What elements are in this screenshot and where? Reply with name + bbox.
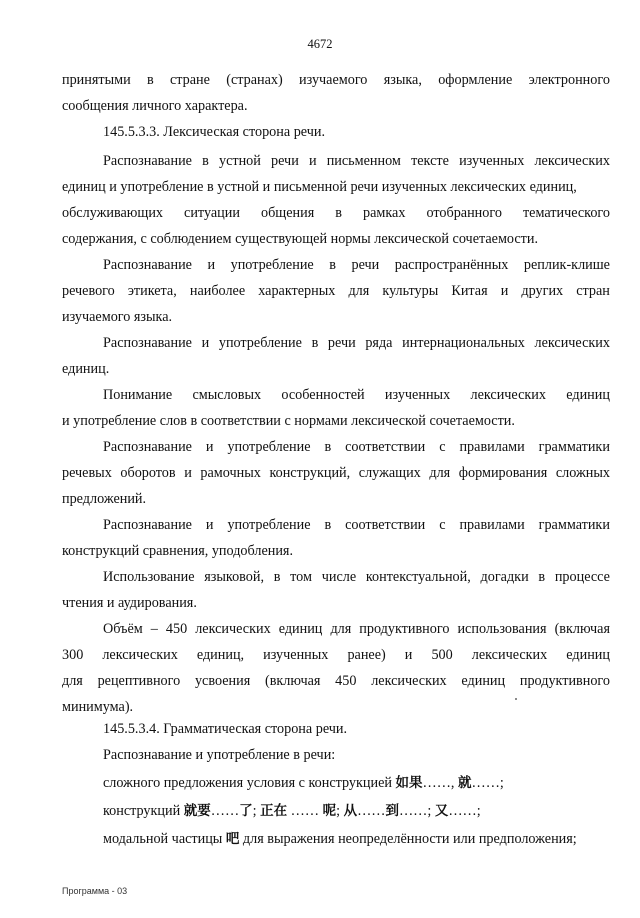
word: характерных: [258, 283, 336, 299]
chinese-construction: 呢: [322, 803, 337, 819]
word: речевого: [62, 283, 115, 299]
word: грамматики: [538, 517, 610, 533]
word: особенностей: [281, 387, 365, 403]
word: и: [308, 153, 317, 169]
word: единиц: [566, 387, 610, 403]
word: в: [329, 257, 336, 273]
text-line: и употребление слов в соответствии с нормами лексической сочетаемости.: [62, 413, 515, 429]
word: единиц: [278, 621, 323, 637]
text-run: ……;: [471, 775, 504, 791]
text-line: [103, 801, 610, 821]
text-run: конструкций: [103, 803, 184, 819]
word: 300: [62, 647, 84, 663]
text-line: [103, 333, 610, 353]
word: и: [207, 257, 216, 273]
word: 450: [165, 621, 188, 637]
text-line: [62, 203, 610, 223]
word: соответствии: [345, 517, 426, 533]
text-line: [103, 151, 610, 171]
word: лексических: [534, 335, 610, 351]
text-line: предложений.: [62, 491, 147, 507]
word: Распознавание: [103, 153, 192, 169]
word: 500: [431, 647, 453, 663]
word: стране: [170, 72, 210, 88]
word: Китая: [451, 283, 488, 299]
word: продуктивного: [359, 621, 450, 637]
text-line: [103, 255, 610, 275]
word: соответствии: [345, 439, 426, 455]
word: процессе: [554, 569, 610, 585]
word: речи: [327, 335, 356, 351]
word: обслуживающих: [62, 205, 164, 221]
text-line: 145.5.3.4. Грамматическая сторона речи.: [103, 721, 348, 737]
word: изученных: [263, 647, 329, 663]
word: для: [429, 465, 451, 481]
word: речи: [351, 257, 380, 273]
word: для: [62, 673, 83, 689]
word: единиц: [461, 673, 506, 689]
word: правилами: [459, 439, 525, 455]
word: –: [150, 621, 158, 637]
text-line: [62, 645, 610, 665]
word: 450: [335, 673, 357, 689]
word: наиболее: [189, 283, 246, 299]
word: этикета,: [127, 283, 177, 299]
word: других: [521, 283, 564, 299]
word: речи: [271, 153, 299, 169]
word: оборотов: [120, 465, 176, 481]
word: и: [205, 439, 214, 455]
chinese-construction: 从: [343, 803, 358, 819]
text-run: ……: [357, 803, 386, 819]
word: языковой,: [204, 569, 264, 585]
word: для: [330, 621, 352, 637]
text-run: ……;: [398, 803, 435, 819]
word: лексических: [195, 621, 271, 637]
text-line: 145.5.3.3. Лексическая сторона речи.: [103, 124, 326, 140]
word: служащих: [358, 465, 421, 481]
word: в: [273, 569, 281, 585]
word: том: [290, 569, 312, 585]
text-line: содержания, с соблюдением существующей нормы лексической сочетаемости.: [62, 231, 539, 247]
word: рецептивного: [97, 673, 181, 689]
text-run: ……,: [422, 775, 459, 791]
word: рамках: [362, 205, 406, 221]
word: единиц,: [196, 647, 245, 663]
word: (странах): [226, 72, 283, 88]
page-number: 4672: [307, 37, 333, 51]
chinese-construction: 就要: [183, 803, 211, 819]
text-line: минимума).: [62, 699, 134, 715]
text-line: Распознавание и употребление в речи:: [103, 747, 336, 763]
word: устной: [218, 153, 261, 169]
text-run: ……;: [448, 803, 481, 819]
text-line: единиц.: [62, 361, 110, 377]
word: отобранного: [426, 205, 502, 221]
word: догадки: [480, 569, 529, 585]
word: в: [324, 439, 332, 455]
word: рамочных: [200, 465, 261, 481]
word: языка,: [383, 72, 422, 88]
word: с: [439, 439, 446, 455]
text-line: [62, 70, 610, 90]
word: в: [147, 72, 154, 88]
text-line: [62, 463, 610, 483]
word: речевых: [62, 465, 112, 481]
text-run: ……: [287, 803, 323, 819]
word: тексте: [411, 153, 449, 169]
word: и: [184, 465, 192, 481]
text-line: [103, 829, 610, 849]
word: правилами: [459, 517, 525, 533]
word: в: [335, 205, 342, 221]
word: ситуации: [184, 205, 240, 221]
word: Использование: [103, 569, 195, 585]
word: в: [202, 153, 209, 169]
word: употребление: [227, 439, 311, 455]
word: формирования: [458, 465, 548, 481]
word: лексических: [470, 387, 546, 403]
text-line: единиц и употребление в устной и письменной речи изученных лексических единиц,: [62, 179, 577, 195]
word: употребление: [230, 257, 314, 273]
chinese-construction: 吧: [225, 831, 240, 847]
word: сложных: [555, 465, 610, 481]
word: употребление: [218, 335, 302, 351]
word: для: [348, 283, 370, 299]
word: Распознавание: [103, 335, 192, 351]
word: в: [324, 517, 332, 533]
text-run: для выражения неопределённости или предположения;: [239, 831, 577, 847]
text-run: ;: [252, 803, 261, 819]
word: изученных: [459, 153, 525, 169]
word: использования: [457, 621, 547, 637]
word: с: [439, 517, 446, 533]
word: лексических: [371, 673, 447, 689]
word: интернациональных: [402, 335, 525, 351]
chinese-construction: 就: [458, 775, 472, 791]
text-line: [103, 385, 610, 405]
page-footer: Программа - 03: [62, 886, 128, 896]
word: Понимание: [103, 387, 173, 403]
word: употребление: [227, 517, 311, 533]
word: общения: [260, 205, 315, 221]
text-line: [103, 773, 610, 793]
text-run: модальной частицы: [103, 831, 226, 847]
word: письменном: [326, 153, 401, 169]
word: лексических: [534, 153, 610, 169]
word: лексических: [471, 647, 548, 663]
word: принятыми: [62, 72, 131, 88]
word: изученных: [384, 387, 451, 403]
chinese-construction: 正在: [260, 803, 288, 819]
text-line: чтения и аудирования.: [62, 595, 197, 611]
word: грамматики: [538, 439, 610, 455]
word: Распознавание: [103, 257, 192, 273]
text-line: [103, 567, 610, 587]
text-run: сложного предложения условия с конструкцией: [103, 775, 396, 791]
word: распространённых: [394, 257, 509, 273]
text-line: [62, 281, 610, 301]
word: числе: [321, 569, 357, 585]
word: усвоения: [194, 673, 251, 689]
word: (включая: [554, 621, 610, 637]
word: лексических: [102, 647, 178, 663]
word: (включая: [264, 673, 321, 689]
word: в: [311, 335, 319, 351]
word: электронного: [528, 72, 610, 88]
chinese-construction: 了: [239, 803, 253, 819]
word: ранее): [347, 647, 386, 663]
scan-speck: [515, 698, 517, 700]
text-line: [103, 619, 610, 639]
word: и: [205, 517, 214, 533]
text-line: [103, 515, 610, 535]
word: тематического: [522, 205, 610, 221]
word: смысловых: [192, 387, 262, 403]
text-line: конструкций сравнения, уподобления.: [62, 543, 294, 559]
text-line: изучаемого языка.: [62, 309, 173, 325]
chinese-construction: 如果: [395, 775, 423, 791]
word: культуры: [382, 283, 439, 299]
word: оформление: [438, 72, 513, 88]
text-run: ;: [336, 803, 344, 819]
word: Распознавание: [103, 517, 192, 533]
word: стран: [576, 283, 610, 299]
text-line: сообщения личного характера.: [62, 98, 248, 114]
word: конструкций,: [269, 465, 351, 481]
word: продуктивного: [519, 673, 610, 689]
word: и: [500, 283, 509, 299]
text-run: ……: [210, 803, 240, 819]
text-line: [103, 437, 610, 457]
chinese-construction: 又: [434, 803, 449, 819]
word: и: [201, 335, 210, 351]
text-line: [62, 671, 610, 691]
word: в: [538, 569, 546, 585]
word: контекстуальной,: [365, 569, 471, 585]
word: Объём: [103, 621, 143, 637]
word: ряда: [365, 335, 393, 351]
chinese-construction: 到: [385, 803, 399, 819]
word: Распознавание: [103, 439, 192, 455]
word: единиц: [566, 647, 610, 663]
word: и: [404, 647, 413, 663]
word: изучаемого: [299, 72, 368, 88]
word: реплик-клише: [523, 257, 610, 273]
